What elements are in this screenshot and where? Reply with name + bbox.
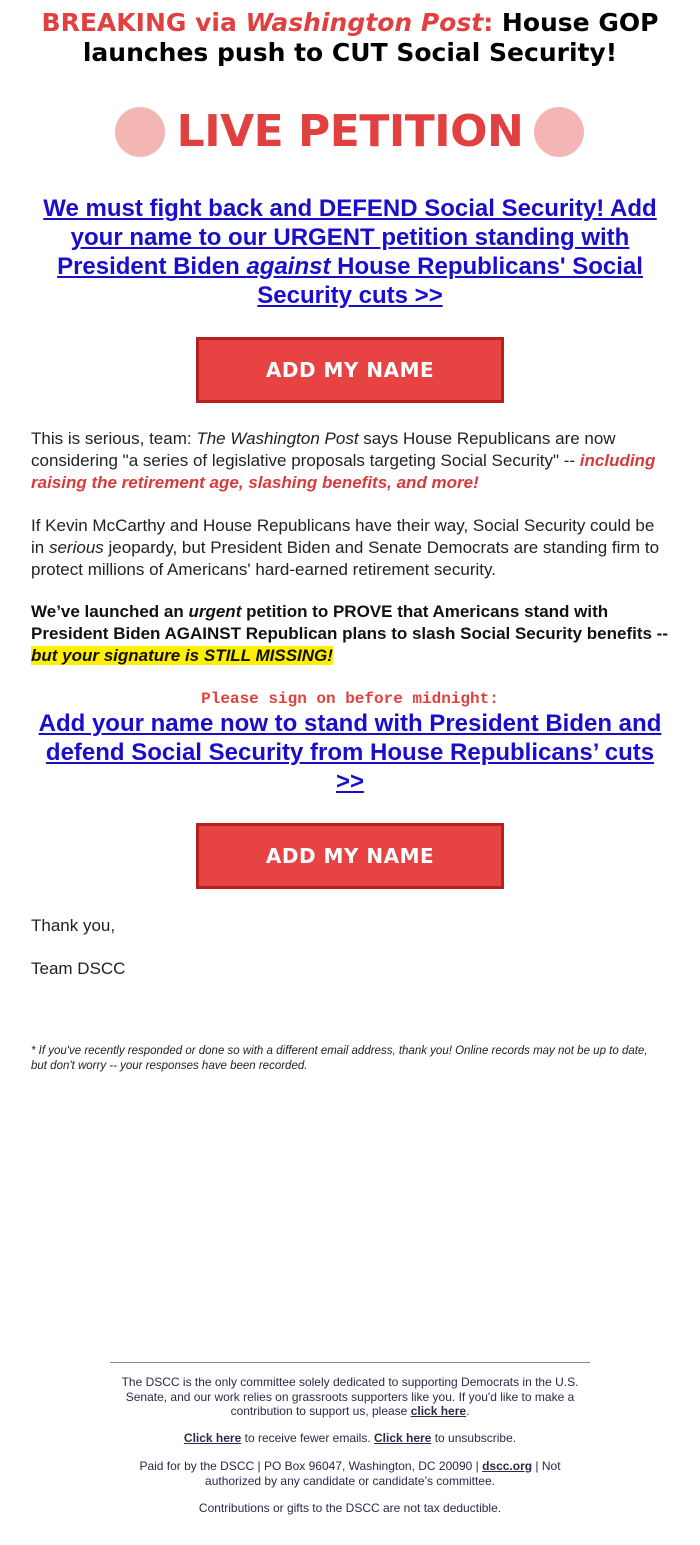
dscc-site-link[interactable]: dscc.org bbox=[482, 1459, 533, 1473]
petition-link-1-text[interactable]: We must fight back and DEFEND Social Security! Add your name to our URGENT petition standing with President Biden bbox=[43, 195, 657, 280]
para3-italic: urgent bbox=[188, 602, 242, 621]
live-dot-left-icon bbox=[115, 107, 165, 157]
paragraph-launched bbox=[31, 601, 671, 667]
live-petition-label: LIVE PETITION bbox=[176, 106, 524, 157]
para3-c: petition to PROVE that Americans stand with President Biden AGAINST Republican plans to slash Social Security benefits -- bbox=[31, 602, 669, 643]
fewer-emails-link[interactable]: Click here bbox=[183, 1431, 242, 1445]
footer-divider bbox=[110, 1362, 590, 1363]
footer-about-text: The DSCC is the only committee solely dedicated to supporting Democrats in the U.S. Senate, and our work relies on grassroots supporters like you. If you'd like to make a contribution to support us, please bbox=[121, 1375, 579, 1418]
para2-a: If Kevin McCarthy and House Republicans have their way, Social Security could be in bbox=[31, 516, 655, 557]
headline bbox=[20, 8, 680, 68]
petition-link-1-italic[interactable]: against bbox=[246, 253, 331, 280]
para1-c: says House Republicans are now considering "a series of legislative proposals targeting Social Security" -- bbox=[31, 429, 616, 470]
unsubscribe-link[interactable]: Click here bbox=[374, 1431, 432, 1445]
paragraph-mccarthy bbox=[31, 515, 671, 581]
signature-missing-highlight: but your signature is STILL MISSING! bbox=[31, 646, 333, 665]
footer-tax: Contributions or gifts to the DSCC are not tax deductible. bbox=[198, 1501, 502, 1515]
footer-about-end: . bbox=[466, 1404, 470, 1418]
petition-link-1[interactable] bbox=[35, 194, 665, 310]
fewer-emails-text: to receive fewer emails. bbox=[241, 1431, 374, 1445]
petition-link-1-end[interactable]: House Republicans' Social Security cuts >> bbox=[257, 253, 643, 309]
footer-email-prefs bbox=[120, 1431, 580, 1446]
para1-a: This is serious, team: bbox=[31, 429, 197, 448]
add-my-name-button-1[interactable]: ADD MY NAME bbox=[196, 337, 504, 403]
add-my-name-button-2[interactable]: ADD MY NAME bbox=[196, 823, 504, 889]
paid-for-end: | Not authorized by any candidate or candidate’s committee. bbox=[205, 1459, 561, 1488]
petition-link-2[interactable]: Add your name now to stand with President Biden and defend Social Security from House Republicans’ cuts >> bbox=[38, 710, 662, 795]
paid-for-text: Paid for by the DSCC | PO Box 96047, Washington, DC 20090 | bbox=[139, 1459, 483, 1473]
para2-c: jeopardy, but President Biden and Senate Democrats are standing firm to protect millions of Americans' hard-earned retirement security. bbox=[31, 538, 660, 579]
headline-colon: : bbox=[483, 8, 502, 37]
disclaimer: * If you've recently responded or done so with a different email address, thank you! Online records may not be up to date, but don't worry -- your responses have been recorded. bbox=[31, 1045, 648, 1072]
live-petition-banner bbox=[0, 100, 700, 164]
para1-emphasis: including raising the retirement age, slashing benefits, and more! bbox=[31, 451, 656, 492]
paragraph-serious bbox=[31, 428, 671, 494]
live-dot-right-icon bbox=[534, 107, 584, 157]
contribute-link[interactable]: click here bbox=[410, 1404, 467, 1418]
footer-paid-for bbox=[120, 1459, 580, 1488]
headline-source: Washington Post bbox=[245, 8, 484, 37]
para2-italic: serious bbox=[48, 538, 104, 557]
para3-a: We’ve launched an bbox=[31, 602, 189, 621]
unsubscribe-text: to unsubscribe. bbox=[431, 1431, 517, 1445]
signoff-thanks: Thank you, bbox=[31, 916, 116, 935]
footer-about bbox=[120, 1375, 580, 1419]
midnight-deadline: Please sign on before midnight: bbox=[201, 690, 499, 708]
para1-source: The Washington Post bbox=[196, 429, 359, 448]
headline-breaking: BREAKING via bbox=[41, 8, 246, 37]
headline-main: House GOP launches push to CUT Social Security! bbox=[82, 8, 659, 67]
signoff-team: Team DSCC bbox=[31, 959, 126, 978]
